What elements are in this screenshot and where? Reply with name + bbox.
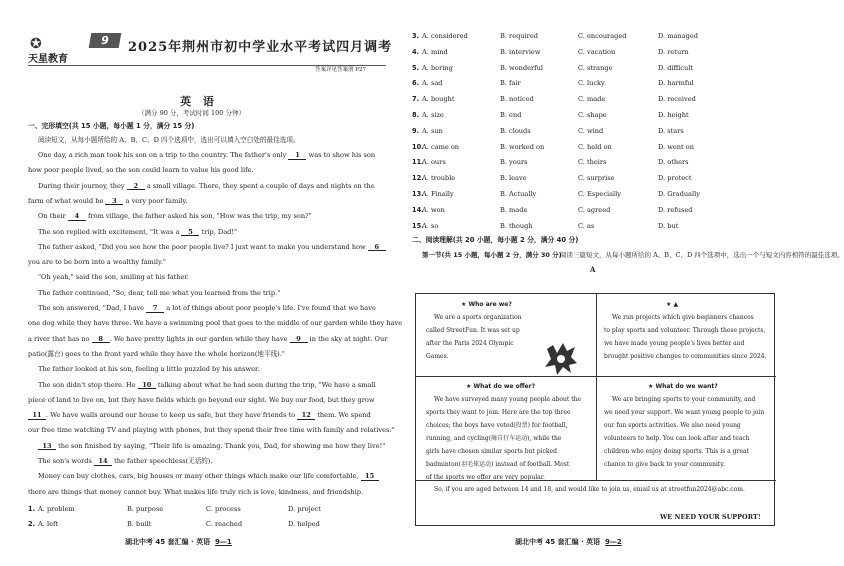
- blank-number: 5: [181, 229, 199, 237]
- passage-text: a lot of things about poor people's life. I've found that we have: [164, 304, 376, 312]
- option-c: C. held on: [578, 142, 612, 151]
- option-number: 5.: [412, 63, 420, 72]
- passage-letter: A: [590, 265, 596, 274]
- passage-text: piece of land to live on, but they have fields which go beyond our sight. We buy our food, but they grow: [28, 395, 375, 404]
- passage-text: the father speechless(无话的).: [112, 457, 213, 465]
- passage-line: [28, 320, 402, 327]
- passage-line: [38, 443, 385, 451]
- passage-text: in the sky at night. Our: [307, 334, 388, 343]
- option-a: A. mind: [422, 47, 448, 56]
- option-b: B. noticed: [500, 95, 534, 104]
- option-c: C. encouraged: [578, 32, 627, 40]
- blank-number: 12: [297, 412, 315, 420]
- blank-number: 10: [138, 382, 156, 390]
- option-number: 11.: [412, 158, 424, 167]
- section1-instructions: 阅读短文，从每小题所给的 A、B、C、D 四个选项中，选出可以填入空白处的最佳选项。: [38, 136, 300, 144]
- passage-line: [28, 198, 187, 206]
- option-a: A. bought: [422, 95, 455, 104]
- passage-text: . We have pretty lights in our garden while they have: [109, 334, 290, 343]
- passage-text: The son's words: [38, 457, 95, 465]
- option-d: D. harmful: [658, 79, 694, 88]
- option-c: C. theirs: [578, 158, 607, 167]
- blank-number: 6: [368, 244, 386, 252]
- section1-title: 一、完形填空(共 15 小题，每小题 1 分，满分 15 分): [28, 122, 195, 130]
- notice-line: volunteers to help. You can look after and teach: [604, 435, 750, 442]
- option-a: A. size: [422, 111, 444, 119]
- option-a: A. came on: [422, 142, 460, 151]
- option-b: B. though: [500, 221, 533, 230]
- option-a: A. sad: [422, 79, 443, 88]
- option-d: D. return: [658, 47, 689, 56]
- option-b: B. end: [500, 111, 522, 119]
- option-number: 2.: [28, 520, 36, 528]
- answer-ref: 答案详见答案册 P27: [315, 67, 366, 73]
- option-c: C. process: [206, 505, 241, 513]
- notice-line: after the Paris 2024 Olympic: [426, 340, 514, 347]
- notice-line: we need your support. We want young people to join: [604, 409, 765, 416]
- passage-text: was to show his son: [306, 151, 376, 159]
- option-b: B. Actually: [500, 190, 537, 198]
- option-d: D. stars: [658, 126, 684, 135]
- blank-number: 1: [288, 152, 306, 160]
- passage-text: . We have walls around our house to keep us safe, but they have friends to: [46, 411, 298, 420]
- footer-right-page: 9—2: [605, 538, 622, 546]
- option-c: C. agreed: [578, 205, 611, 214]
- blank-number: 11: [28, 412, 46, 420]
- blank-number: 7: [146, 305, 164, 313]
- option-c: C. wind: [578, 126, 604, 135]
- subject-title: 英 语: [180, 95, 218, 108]
- passage-text: there are things that money cannot buy. What makes life truly rich is love, kindness, and friendship.: [28, 487, 364, 496]
- notice-line: We are bringing sports to your community, and: [612, 396, 756, 403]
- passage-line: [38, 244, 386, 252]
- passage-text: a very poor family.: [123, 196, 188, 205]
- option-c: C. as: [578, 221, 595, 230]
- option-b: B. interview: [500, 47, 541, 56]
- option-a: A. considered: [422, 32, 468, 40]
- notice-heading: ★ ▲: [666, 301, 679, 308]
- notice-line: badminton(羽毛球运动) instead of football. Most: [426, 461, 570, 468]
- notice-signature: WE NEED YOUR SUPPORT!: [660, 513, 761, 521]
- option-number: 1.: [28, 505, 36, 513]
- notice-line: Games.: [426, 353, 449, 360]
- left-page: [0, 0, 403, 566]
- passage-text: The son didn't stop there. He: [38, 380, 138, 389]
- passage-text: The son replied with excitement, "It was a: [38, 227, 182, 236]
- passage-line: [38, 290, 280, 297]
- option-b: B. required: [500, 32, 538, 40]
- notice-line: our fun sports activities. We also need young: [604, 422, 741, 429]
- passage-text: the son finished by saying, "Their life is amazing. Thank you, Dad, for showing me how they live!": [56, 441, 386, 450]
- section2-title: 二、阅读理解(共 20 小题，每小题 2 分，满分 40 分): [412, 236, 579, 244]
- page-title: 2025年荆州市初中学业水平考试四月调考: [128, 40, 393, 55]
- option-c: C. Especially: [578, 190, 621, 198]
- blank-number: 14: [94, 458, 112, 466]
- notice-line: choices; the boys have voted(投票) for football,: [426, 422, 568, 429]
- footer-left-label: [125, 537, 232, 547]
- passage-line: [28, 336, 387, 344]
- option-d: D. but: [658, 221, 679, 230]
- notice-line: brought positive changes to communities since 2024.: [604, 353, 767, 360]
- option-number: 13.: [412, 190, 424, 198]
- option-d: D. others: [658, 158, 689, 167]
- paper-number-badge: 9: [89, 33, 122, 48]
- passage-text: "Oh yeah," said the son, smiling at his father.: [38, 273, 189, 282]
- passage-text: a small village. There, they spent a couple of days and nights on the: [144, 181, 375, 190]
- option-d: D. helped: [288, 520, 320, 528]
- footer-left-text: 湖北中考 45 套汇编 · 英语: [125, 538, 211, 546]
- passage-line: [38, 213, 312, 221]
- blank-number: 3: [105, 198, 123, 206]
- passage-text: farm of what would be: [28, 196, 106, 205]
- footer-right-label: [515, 537, 622, 547]
- passage-text: The father asked, "Did you see how the poor people live? I just want to make you understand how: [38, 242, 368, 251]
- option-a: A. trouble: [422, 174, 456, 183]
- option-c: C. made: [578, 95, 606, 104]
- passage-text: During their journey, they: [38, 181, 127, 190]
- passage-text: trip, Dad!": [199, 227, 238, 236]
- notice-heading: ★ What do we offer?: [466, 383, 536, 390]
- notice-line: children who enjoy doing sports. This is a great: [604, 448, 749, 455]
- option-number: 3.: [412, 32, 420, 40]
- option-d: D. received: [658, 95, 696, 104]
- notice-line: of the sports we offer are very popular.: [426, 474, 545, 481]
- passage-line: [28, 427, 395, 434]
- option-number: 14.: [412, 205, 424, 214]
- blank-number: 9: [290, 336, 308, 344]
- option-a: A. so: [422, 221, 439, 230]
- option-d: D. difficult: [658, 63, 694, 72]
- option-b: B. worked on: [500, 142, 545, 151]
- passage-text: our free time watching TV and playing with phones, but they spend their free time with family and relatives.": [28, 426, 395, 435]
- notice-divider-1: [416, 376, 776, 377]
- option-number: 10.: [412, 142, 424, 151]
- passage-text: The father continued, "So, dear, tell me what you learned from the trip.": [38, 288, 281, 297]
- option-a: A. boring: [422, 63, 453, 72]
- notice-vertical-divider: [596, 294, 597, 480]
- passage-text: from village, the father asked his son, "How was the trip, my son?": [85, 212, 312, 221]
- option-a: A. left: [38, 520, 59, 528]
- passage-text: The father looked at his son, feeling a little puzzled by his answer.: [38, 365, 260, 374]
- option-a: A. ours: [422, 158, 446, 167]
- section2-instructions: 阅读三篇短文，从每小题所给的 A、B、C、D 四个选项中，选出一个与短文内容相符的最佳选项。: [560, 251, 844, 259]
- notice-line: we have made young people's lives better and: [604, 340, 745, 347]
- notice-heading: ★ What do we want?: [648, 383, 718, 390]
- passage-text: a river that has no: [28, 334, 92, 343]
- option-number: 15.: [412, 221, 424, 230]
- notice-line: chance to give back to your community.: [604, 461, 725, 468]
- passage-line: [38, 183, 375, 191]
- notice-line: We run projects which give beginners chances: [612, 314, 754, 321]
- option-b: B. built: [127, 520, 152, 528]
- blank-number: 2: [127, 183, 145, 191]
- passage-text: how poor people lived, so the son could learn to value his good life.: [28, 166, 254, 175]
- notice-heading: ★ Who are we?: [461, 301, 512, 308]
- option-number: 9.: [412, 126, 420, 135]
- option-c: C. vacation: [578, 47, 616, 56]
- passage-text: you are to be born into a wealthy family.": [28, 258, 166, 267]
- section2-part1: 第一节(共 15 小题，每小题 2 分，满分 30 分): [422, 251, 562, 259]
- passage-text: talking about what he had seen during the trip, "We have a small: [155, 380, 376, 389]
- passage-line: [38, 458, 213, 466]
- passage-line: [28, 167, 254, 174]
- option-d: D. height: [658, 111, 689, 119]
- option-c: C. shape: [578, 111, 607, 119]
- passage-line: [28, 351, 285, 358]
- star-logo-icon: ✪: [30, 36, 42, 52]
- option-b: B. made: [500, 205, 528, 214]
- notice-line: running, and cycling(骑自行车运动), while the: [426, 435, 562, 442]
- option-number: 8.: [412, 111, 420, 119]
- blank-number: 8: [92, 336, 110, 344]
- notice-line: called StreetFun. It was set up: [426, 327, 520, 334]
- footer-right-text: 湖北中考 45 套汇编 · 英语: [515, 538, 601, 546]
- option-b: B. purpose: [127, 505, 164, 513]
- passage-line: [28, 397, 375, 404]
- notice-line: sports they want to join. Here are the top three: [426, 409, 571, 416]
- passage-text: The son answered, "Dad, I have: [38, 304, 147, 312]
- passage-line: [28, 412, 371, 420]
- header-divider: [28, 65, 386, 66]
- passage-text: On their: [38, 212, 68, 221]
- option-a: A. Finally: [422, 190, 454, 198]
- streetfun-logo-icon: [541, 339, 581, 379]
- option-b: B. fair: [500, 79, 521, 88]
- passage-text: one dog while they have three. We have a swimming pool that goes to the middle of our garden while they have: [28, 319, 403, 328]
- option-c: C. strange: [578, 63, 613, 72]
- passage-line: [38, 473, 379, 481]
- option-d: D. project: [288, 505, 321, 513]
- passage-line: [38, 274, 189, 281]
- option-a: A. sun: [422, 126, 443, 135]
- option-c: C. lucky: [578, 79, 605, 88]
- option-d: D. refused: [658, 205, 693, 214]
- option-d: D. managed: [658, 32, 698, 40]
- option-c: C. reached: [206, 520, 243, 528]
- option-c: C. surprise: [578, 174, 615, 183]
- option-number: 6.: [412, 79, 420, 88]
- notice-line: girls have chosen similar sports but picked: [426, 448, 557, 455]
- passage-line: [38, 305, 376, 313]
- passage-line: [38, 229, 237, 237]
- option-b: B. clouds: [500, 126, 531, 135]
- option-a: A. won: [422, 205, 445, 214]
- blank-number: 4: [68, 213, 86, 221]
- option-b: B. yours: [500, 158, 528, 167]
- option-b: B. leave: [500, 174, 527, 183]
- option-a: A. problem: [38, 505, 75, 513]
- blank-number: 15: [361, 473, 379, 481]
- option-d: D. Gradually: [658, 190, 700, 198]
- option-number: 12.: [412, 174, 424, 183]
- passage-line: [28, 259, 166, 266]
- passage-text: Money can buy clothes, cars, big houses or many other things which make our life comfortable,: [38, 472, 361, 481]
- notice-line: to play sports and volunteer. Through these projects,: [604, 327, 766, 334]
- passage-text: them. We spend: [315, 411, 371, 420]
- passage-line: [28, 489, 363, 496]
- passage-line: [38, 152, 375, 160]
- paper-meta: （满分 90 分，考试时间 100 分钟）: [138, 109, 245, 117]
- option-d: D. protect: [658, 174, 692, 183]
- footer-left-page: 9—1: [215, 538, 232, 546]
- brand-logo: 天星教育: [28, 54, 68, 65]
- passage-text: patio(露台) goes to the front yard while they have the whole horizon(地平线).": [28, 349, 285, 358]
- passage-line: [38, 382, 376, 390]
- option-d: D. went on: [658, 142, 694, 151]
- option-b: B. wonderful: [500, 63, 543, 72]
- blank-number: 13: [38, 443, 56, 451]
- passage-line: [38, 366, 260, 373]
- notice-line: We have surveyed many young people about the: [434, 396, 582, 403]
- option-number: 4.: [412, 47, 420, 56]
- option-number: 7.: [412, 95, 420, 104]
- notice-bottom-text: So, if you are aged between 14 and 18, and would like to join us, email us at streetfun2024@abc.com.: [434, 486, 745, 493]
- notice-line: We are a sports organization: [434, 314, 522, 321]
- passage-text: One day, a rich man took his son on a trip to the country. The father's only: [38, 151, 289, 159]
- notice-box: [415, 293, 775, 526]
